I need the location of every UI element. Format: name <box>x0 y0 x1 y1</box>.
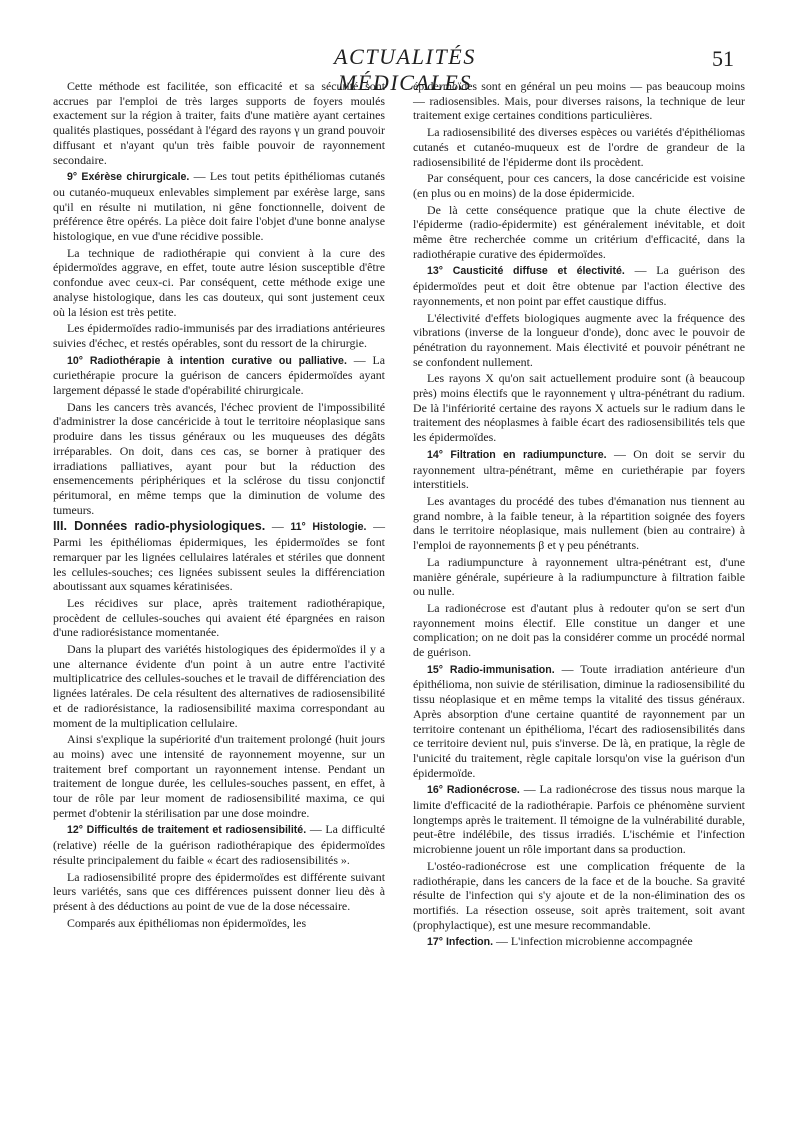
paragraph: La radionécrose est d'autant plus à redouter qu'on se sert d'un rayonnement moins électif. Elle constitue un danger et une complication; on ne doit pas la considérer comme un procédé normal de guérison. <box>413 600 745 660</box>
paragraph-text: — Toute irradiation antérieure d'un épithélioma, non suivie de stérilisation, diminue la radiosensibilité du tissu néoplasique et en même temps la vitalité des tissus généraux. Après absorption d'une certaine quantité de rayonnement par un territoire contenant un épithélioma, l'écart des radiosensibilités dans ce territoire devient nul, puis s'inverse. De là, en pratique, la règle de l'unicité du traitement, règle capitale lorsqu'on vise la guérison d'un épidermoïde. <box>413 661 745 780</box>
paragraph: L'ostéo-radionécrose est une complication fréquente de la radiothérapie, dans les cancers de la face et de la bouche. Sa gravité résulte de l'infection qui s'y ajoute et de la non-élimination des os mortifiés. La résection osseuse, soit après traitement, soit avant (prophylactique), est une mesure recommandable. <box>413 858 745 932</box>
section-heading: 12° Difficultés de traitement et radiosensibilité. <box>67 824 307 837</box>
section-14-paragraph <box>413 447 745 492</box>
running-title: ACTUALITÉS MÉDICALES <box>334 44 476 95</box>
section-heading: 14° Filtration en radiumpuncture. <box>427 448 607 461</box>
section-heading: 16° Radionécrose. <box>427 784 520 797</box>
paragraph: épidermoïdes sont en général un peu moins — pas beaucoup moins — radiosensibles. Mais, pour diverses raisons, la technique de leur traitement exige certaines conditions particulières. <box>413 79 745 123</box>
paragraph: Cette méthode est facilitée, son efficacité et sa sécurité sont accrues par l'emploi de très larges supports de foyers moulés exactement sur la région à traiter, faits d'une matière ayant certaines qualités plastiques, possédant à l'égard des rayons γ un grand pouvoir diffusant et n'ayant qu'un très faible pouvoir de rayonnement secondaire. <box>53 79 385 167</box>
right-column <box>413 79 745 952</box>
section-heading: 11° Histologie. <box>290 521 367 534</box>
paragraph-text: — On doit se servir du rayonnement ultra-pénétrant, même en curiethérapie par foyers interstitiels. <box>413 446 745 492</box>
paragraph-text: — Parmi les épithéliomas épidermiques, les épidermoïdes se font remarquer par les lignées cellulaires latérales et stériles que donnent les cellules-souches; ces lignées subissent seules la différenciation aboutissant aux squames kératinisées. <box>53 519 385 594</box>
paragraph: Par conséquent, pour ces cancers, la dose cancéricide est voisine (en plus ou en moins) de la dose épidermicide. <box>413 171 745 200</box>
section-13-paragraph <box>413 263 745 308</box>
section-heading: 15° Radio-immunisation. <box>427 663 555 676</box>
paragraph: La radiosensibilité propre des épidermoïdes est différente suivant leurs variétés, sans que ces différences puissent donner lieu dès à présent à des déductions au point de vue de la dose nécessaire. <box>53 869 385 913</box>
section-9-paragraph <box>53 169 385 244</box>
paragraph-text: — La radionécrose des tissus nous marque la limite d'efficacité de la radiothérapie. Parfois ce phénomène survient longtemps après le traitement. Il témoigne de la vulnérabilité durable, peut-être indélébile, des tissus irradiés. L'ischémie et l'infection microbienne jouent un rôle important dans sa production. <box>413 782 745 857</box>
section-11-paragraph <box>53 519 385 594</box>
paragraph: Dans les cancers très avancés, l'échec provient de l'impossibilité d'administrer la dose cancéricide à tout le territoire néoplasique sans produire dans les tissus généraux ou les muqueuses des dégâts irréparables. On doit, dans ces cas, se borner à pratiquer des irradiations palliatives, ayant pour but la réduction des ensemencements périphériques et la sclérose du tissu conjonctif péritumoral, en même temps que la diminution de volume des tumeurs. <box>53 399 385 517</box>
paragraph: La radiumpuncture à rayonnement ultra-pénétrant est, d'une manière générale, supérieure à la radiumpuncture à filtration faible ou nulle. <box>413 554 745 599</box>
section-12-paragraph <box>53 822 385 867</box>
page-number: 51 <box>712 46 734 71</box>
paragraph-text: — L'infection microbienne accompagnée <box>493 934 693 949</box>
page-header <box>0 36 800 95</box>
paragraph: L'électivité d'effets biologiques augmente avec la fréquence des vibrations (inverse de la longueur d'onde), donc avec le pouvoir de pénétration du rayonnement. Mais électivité et pouvoir pénétrant ne se confondent nullement. <box>413 310 745 369</box>
paragraph: Les avantages du procédé des tubes d'émanation nus tiennent au grand nombre, à la faible teneur, à la répartition soignée des foyers dans le territoire néoplasique, mais nullement (bien au contraire) à l'emploi de rayonnements β et γ peu pénétrants. <box>413 493 745 553</box>
section-heading: 9° Exérèse chirurgicale. <box>67 171 190 184</box>
section-17-paragraph <box>413 934 745 950</box>
paragraph: Les rayons X qu'on sait actuellement produire sont (à beaucoup près) moins électifs que le rayonnement γ ultra-pénétrant du radium. De là l'infériorité certaine des rayons X actuels sur le radium dans le traitement des néoplasmes à faible écart des radiosensibilités tels que les épidermoïdes. <box>413 371 745 445</box>
paragraph: De là cette conséquence pratique que la chute élective de l'épiderme (radio-épidermite) est généralement inévitable, et doit même être recherchée comme un critérium d'efficacité, dans la radiothérapie curative des épidermoïdes. <box>413 202 745 261</box>
paragraph-text: — Les tout petits épithéliomas cutanés ou cutanéo-muqueux enlevables simplement par exérèse large, sans qu'il en résulte ni mutilation, ni gêne fonctionnelle, doivent de préférence être opérés. La pièce doit faire l'objet d'une bonne analyse histologique, en vue d'une récidive possible. <box>53 169 385 244</box>
heading-dash: — <box>265 519 291 534</box>
paragraph-text: — La difficulté (relative) réelle de la guérison radiothérapique des épidermoïdes résulte principalement du faible « écart des radiosensibilités ». <box>53 822 385 867</box>
paragraph: Les épidermoïdes radio-immunisés par des irradiations antérieures suivies d'échec, et restés opérables, sont du ressort de la chirurgie. <box>53 321 385 350</box>
paragraph: Les récidives sur place, après traitement radiothérapique, procèdent de cellules-souches qui avaient été épargnées en raison d'une radiorésistance momentanée. <box>53 595 385 640</box>
section-heading: 17° Infection. <box>427 936 494 949</box>
paragraph-text: — La guérison des épidermoïdes peut et doit être obtenue par l'action élective des rayonnements, et non point par effet caustique diffus. <box>413 263 746 308</box>
section-heading: 13° Causticité diffuse et électivité. <box>427 265 625 278</box>
section-15-paragraph <box>413 662 745 781</box>
paragraph: Dans la plupart des variétés histologiques des épidermoïdes il y a une alternance évidente d'un point à un autre entre l'activité multiplicatrice des cellules-souches et le travail de différenciation des lignées latérales. De cela résultent des alternatives de radiosensibilité et de radiorésistance, la radiosensibilité maxima correspondant au moment de la multiplication cellulaire. <box>53 642 385 730</box>
paragraph: Comparés aux épithéliomas non épidermoïdes, les <box>67 915 307 930</box>
paragraph: Ainsi s'explique la supériorité d'un traitement prolongé (huit jours au moins) avec une intensité de rayonnement moyenne, sur un traitement bref comportant un rayonnement intense. Pendant un traitement de longue durée, les cellules-souches passent, en effet, à tour de rôle par leur moment de radiosensibilité maxima, ce qui permet d'obtenir la stérilisation par une dose moindre. <box>53 732 385 820</box>
section-heading: 10° Radiothérapie à intention curative ou palliative. <box>67 354 347 367</box>
paragraph: La technique de radiothérapie qui convient à la cure des épidermoïdes aggrave, en effet, toute autre lésion susceptible d'être confondue avec ceux-ci. Par conséquent, cette méthode exige une analyse histologique, dans les cas douteux, qui sont justement ceux où la lésion est très petite. <box>53 245 385 319</box>
section-10-paragraph <box>53 353 385 398</box>
section-16-paragraph <box>413 782 745 857</box>
paragraph: La radiosensibilité des diverses espèces ou variétés d'épithéliomas cutanés et cutanéo-muqueux est de l'ordre de grandeur de la radiosensibilité de l'épiderme dont ils procèdent. <box>413 125 745 169</box>
part-heading: III. Données radio-physiologiques. <box>53 519 266 534</box>
paragraph-text: — La curiethérapie procure la guérison de cancers épidermoïdes ayant largement dépassé le stade d'opérabilité chirurgicale. <box>53 352 385 398</box>
left-column <box>53 79 385 932</box>
